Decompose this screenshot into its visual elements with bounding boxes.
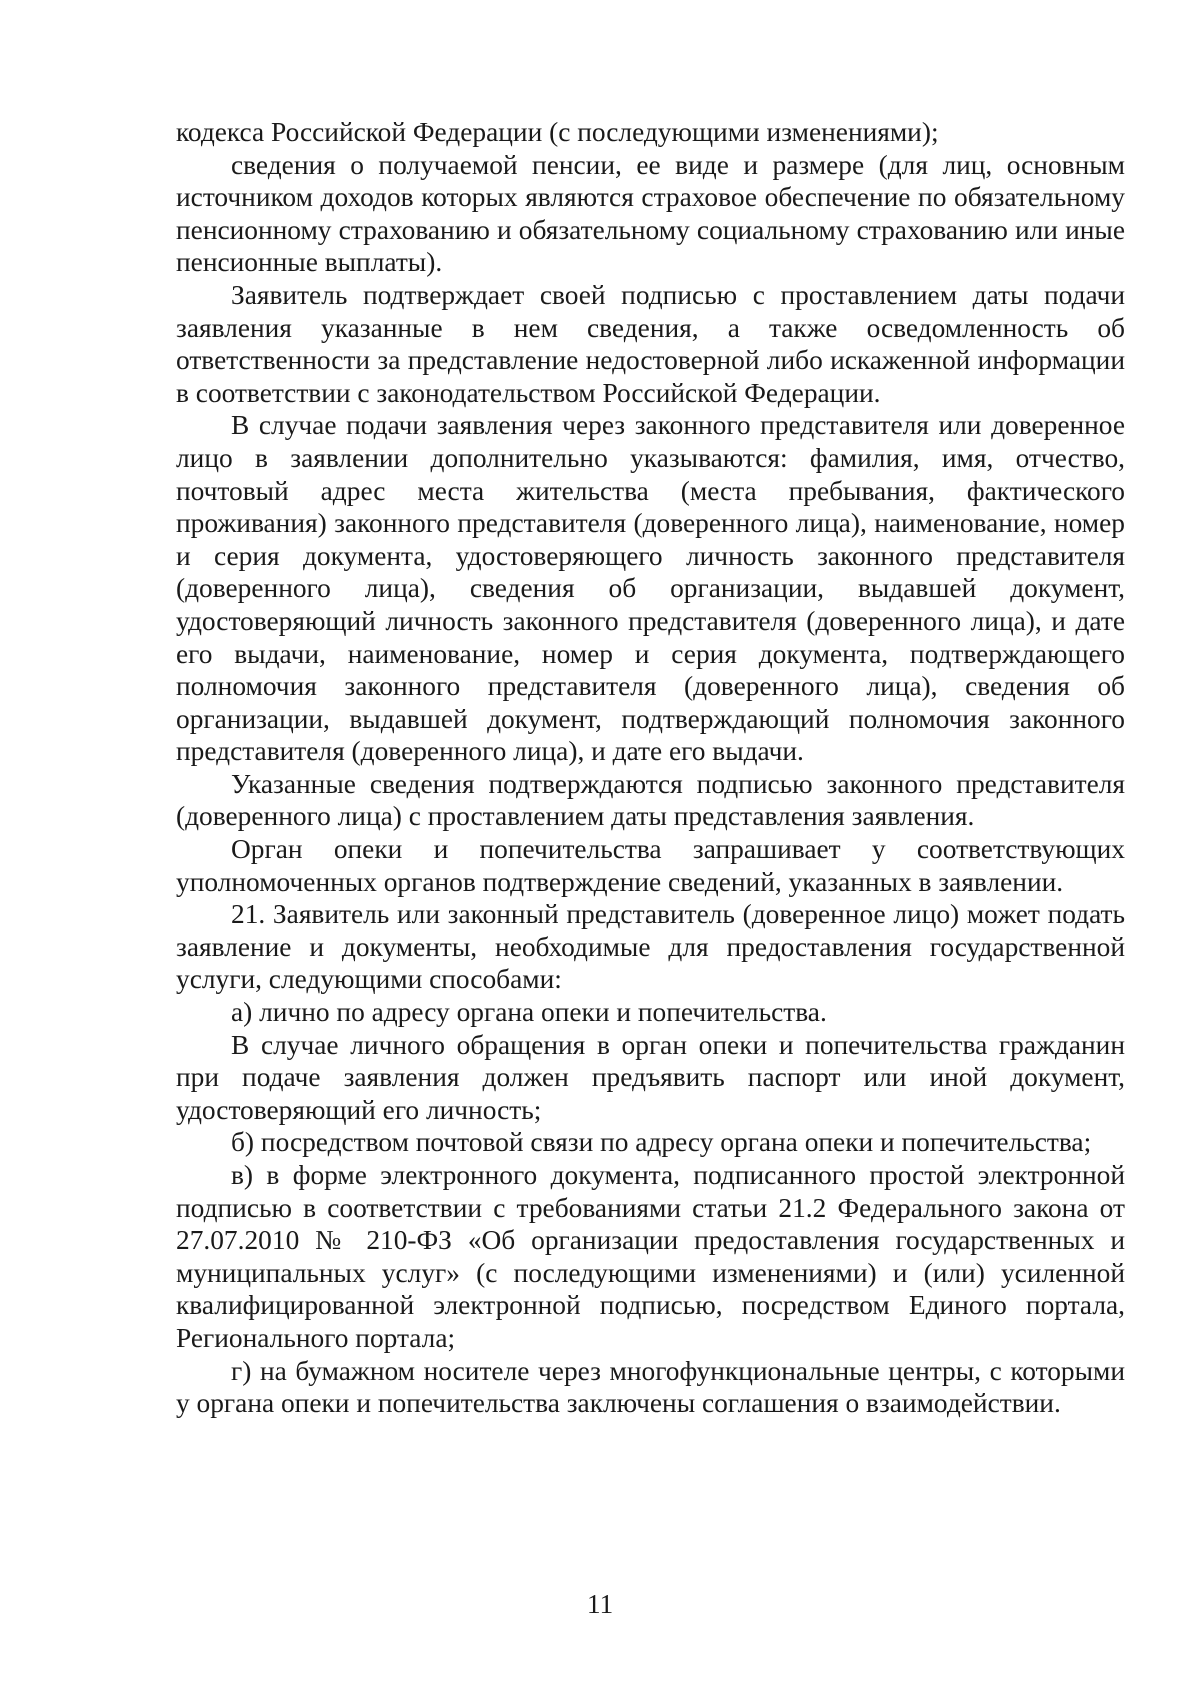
paragraph-method-c: в) в форме электронного документа, подписанного простой электронной подписью в соответствии с требованиями статьи 21.2 Федерального закона от 27.07.2010 № 210-ФЗ «Об организации предоставления государственных и муниципальных услуг» (с последующими изменениями) и (или) усиленной квалифицированной электронной подписью, посредством Единого портала, Регионального портала; xyxy=(176,1160,1125,1353)
paragraph-representative-signature: Указанные сведения подтверждаются подписью законного представителя (доверенного лица) с проставлением даты представления заявления. xyxy=(176,768,1125,832)
paragraph-personal-visit: В случае личного обращения в орган опеки и попечительства гражданин при подаче заявления должен предъявить паспорт или иной документ, удостоверяющий его личность; xyxy=(176,1029,1125,1125)
paragraph-pension-info: сведения о получаемой пенсии, ее виде и размере (для лиц, основным источником доходов которых являются страховое обеспечение по обязательному пенсионному страхованию и обязательному социальному страхованию или иные пенсионные выплаты). xyxy=(176,149,1125,278)
paragraph-applicant-signature: Заявитель подтверждает своей подписью с проставлением даты подачи заявления указанные в нем сведения, а также осведомленность об ответственности за представление недостоверной либо искаженной информации в соответствии с законодательством Российской Федерации. xyxy=(176,279,1125,408)
page-number: 11 xyxy=(586,1589,614,1619)
paragraph-code-continuation: кодекса Российской Федерации (с последующими изменениями); xyxy=(176,117,939,147)
paragraph-legal-representative: В случае подачи заявления через законного представителя или доверенное лицо в заявлении дополнительно указываются: фамилия, имя, отчество, почтовый адрес места жительства (места пребывания, фактического проживания) законного представителя (доверенного лица), наименование, номер и серия документа, удостоверяющего личность законного представителя (доверенного лица), сведения об организации, выдавшей документ, удостоверяющий личность законного представителя (доверенного лица), и дате его выдачи, наименование, номер и серия документа, подтверждающего полномочия законного представителя (доверенного лица), сведения об организации, выдавшей документ, подтверждающий полномочия законного представителя (доверенного лица), и дате его выдачи. xyxy=(176,410,1125,767)
document-body xyxy=(176,116,1125,1420)
paragraph-method-d: г) на бумажном носителе через многофункциональные центры, с которыми у органа опеки и попечительства заключены соглашения о взаимодействии. xyxy=(176,1355,1125,1419)
paragraph-method-b: б) посредством почтовой связи по адресу органа опеки и попечительства; xyxy=(231,1127,1092,1158)
paragraph-guardianship-request: Орган опеки и попечительства запрашивает у соответствующих уполномоченных органов подтверждение сведений, указанных в заявлении. xyxy=(176,834,1125,897)
paragraph-method-a: а) лично по адресу органа опеки и попечительства. xyxy=(231,997,827,1028)
paragraph-submission-methods: 21. Заявитель или законный представитель (доверенное лицо) может подать заявление и документы, необходимые для предоставления государственной услуги, следующими способами: xyxy=(176,899,1125,995)
